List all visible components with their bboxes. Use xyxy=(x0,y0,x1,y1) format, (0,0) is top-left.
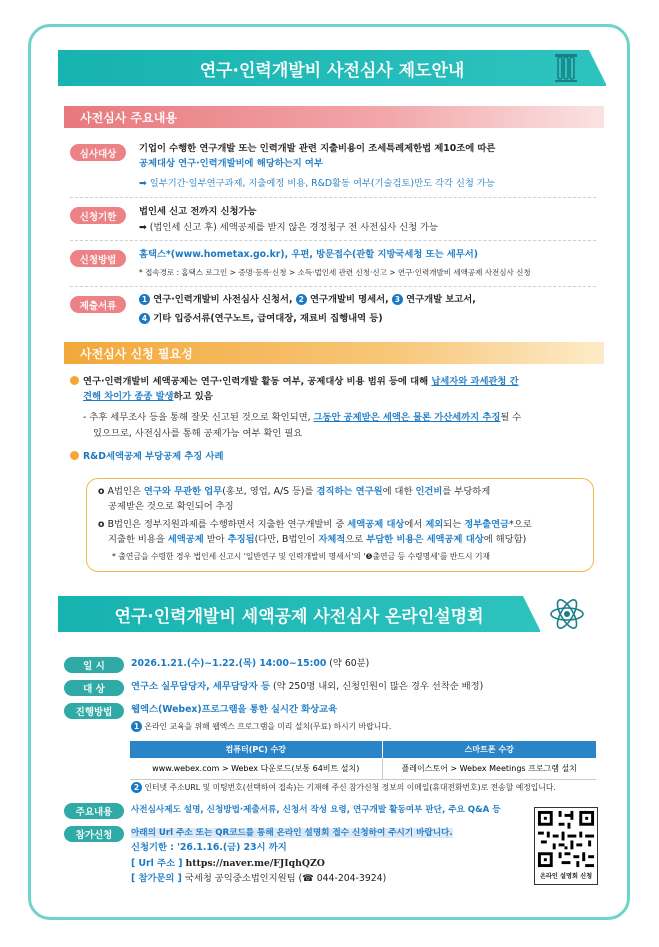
seminar-banner xyxy=(58,596,540,632)
method-line1: 홈택스*(www.hometax.go.kr), 우편, 방문접수(관할 지방국세청 또는 세무서) xyxy=(139,249,478,260)
tag-method: 신청방법 xyxy=(70,250,126,267)
seminar-inquiry-line: [ 참가문의 ] 국세청 공익중소법인지원팀 (☎ 044-204-3924) xyxy=(131,873,387,884)
method-line2: * 접속경로 : 홈택스 로그인 > 증명·등록·신청 > 소득·법인세 관련 신청·신고 > 연구·인력개발비 세액공제 사전심사 신청 xyxy=(139,268,531,277)
seminar-method-line1: 1 온라인 교육을 위해 웹엑스 프로그램을 미리 설치(무료) 하시기 바랍니다. xyxy=(131,720,391,734)
bullet-icon xyxy=(70,376,79,385)
table-header-phone: 스마트폰 수강 xyxy=(382,741,596,758)
table-cell-pc: www.webex.com > Webex 다운로드(보통 64비트 설치) xyxy=(130,758,382,780)
tag-review-target: 심사대상 xyxy=(70,144,126,161)
seminar-target: 연구소 실무담당자, 세무담당자 등 (약 250명 내외, 신청인원이 많은 경우 선착순 배정) xyxy=(131,681,484,692)
bullet-icon xyxy=(70,451,79,460)
case-heading: R&D세액공제 부당공제 추징 사례 xyxy=(70,450,223,464)
case1-line2: 공제받은 것으로 확인되어 추징 xyxy=(108,501,234,512)
necessity-p1-cont: 견해 차이가 종종 발생하고 있음 xyxy=(83,391,213,402)
section-title-2: 사전심사 신청 필요성 xyxy=(80,346,193,361)
necessity-p2-cont: 있으므로, 사전심사를 통해 공제가능 여부 확인 필요 xyxy=(93,428,303,439)
seminar-method: 웹엑스(Webex)프로그램을 통한 실시간 화상교육 xyxy=(131,704,338,715)
table-header-pc: 컴퓨터(PC) 수강 xyxy=(130,741,382,758)
documents-line2: 4 기타 입증서류(연구노트, 급여대장, 재료비 집행내역 등) xyxy=(139,312,383,326)
review-target-line2: 공제대상 연구·인력개발비에 해당하는지 여부 xyxy=(139,158,323,169)
seminar-title: 연구·인력개발비 세액공제 사전심사 온라인설명회 xyxy=(114,606,484,627)
atom-icon xyxy=(548,594,586,634)
title-banner xyxy=(58,50,606,86)
qr-pattern xyxy=(535,808,597,870)
url-link[interactable]: https://naver.me/FJIqhQZO xyxy=(185,858,325,869)
necessity-p2: - 추후 세무조사 등을 통해 잘못 신고된 것으로 확인되면, 그동안 공제받은 세액은 물론 가산세까지 추징될 수 xyxy=(83,412,522,423)
qr-caption: 온라인 설명회 신청 xyxy=(539,873,593,880)
case1-line1: o A법인은 연구와 무관한 업무(홍보, 영업, A/S 등)를 겸직하는 연구원에 대한 인건비를 부당하게 xyxy=(98,486,491,497)
tag-deadline: 신청기한 xyxy=(70,207,126,224)
tag-documents: 제출서류 xyxy=(70,296,126,313)
test-tube-icon xyxy=(552,50,580,86)
section-header-necessity xyxy=(64,342,604,364)
table-cell-phone: 플레이스토어 > Webex Meetings 프로그램 설치 xyxy=(382,758,596,780)
seminar-content: 사전심사제도 설명, 신청방법·제출서류, 신청서 작성 요령, 연구개발 활동여부 판단, 주요 Q&A 등 xyxy=(131,805,501,815)
necessity-p1: 연구·인력개발비 세액공제는 연구·인력개발 활동 여부, 공제대상 비용 범위 등에 대해 납세자와 과세관청 간 xyxy=(70,375,519,389)
tag-apply: 참가신청 xyxy=(64,826,124,842)
seminar-deadline: 신청기한 : '26.1.16.(금) 23시 까지 xyxy=(131,842,287,853)
section-title: 사전심사 주요내용 xyxy=(80,110,177,125)
install-table xyxy=(130,741,596,780)
seminar-method-line2: 2 인터넷 주소URL 및 미팅번호(선택하여 접속)는 기재해 주신 참가신청 정보의 이메일(휴대전화번호)로 전송할 예정입니다. xyxy=(131,781,556,795)
case2-line1: o B법인은 정부지원과제를 수행하면서 지출한 연구개발비 중 세액공제 대상에서 제외되는 정부출연금*으로 xyxy=(98,519,532,530)
seminar-url-line: [ Url 주소 ] https://naver.me/FJIqhQZO xyxy=(131,858,325,869)
seminar-apply: 아래의 Url 주소 또는 QR코드를 통해 온라인 설명회 접수 신청하여 주시기 바랍니다. xyxy=(131,828,453,838)
case2-line2: 지출한 비용을 세액공제 받아 추징됨(다만, B법인이 자체적으로 부담한 비용은 세액공제 대상에 해당함) xyxy=(108,534,527,545)
case-note: * 출연금을 수령한 경우 법인세 신고시 '일반연구 및 인력개발비 명세서'의 '❺출연금 등 수령명세'를 반드시 기재 xyxy=(112,552,491,561)
seminar-date: 2026.1.21.(수)~1.22.(목) 14:00~15:00 (약 60분) xyxy=(131,658,370,669)
review-target-line3: ➡ 일부기간·일부연구과제, 지출예정 비용, R&D활동 여부(기술검토)만도 각각 신청 가능 xyxy=(139,178,495,189)
tag-date: 일 시 xyxy=(64,657,124,673)
review-target-line1: 기업이 수행한 연구개발 또는 인력개발 관련 지출비용이 조세특례제한법 제10조에 따른 xyxy=(139,143,496,154)
tag-method2: 진행방법 xyxy=(64,703,124,719)
page-title: 연구·인력개발비 사전심사 제도안내 xyxy=(199,60,465,81)
section-header-main xyxy=(64,106,604,128)
tag-target: 대 상 xyxy=(64,680,124,696)
documents-line1: 1 연구·인력개발비 사전심사 신청서, 2 연구개발비 명세서, 3 연구개발 보고서, xyxy=(139,293,476,307)
deadline-line2: ➡ (법인세 신고 후) 세액공제를 받지 않은 경정청구 전 사전심사 신청 가능 xyxy=(139,222,439,233)
tag-content: 주요내용 xyxy=(64,803,124,819)
deadline-line1: 법인세 신고 전까지 신청가능 xyxy=(139,206,257,217)
